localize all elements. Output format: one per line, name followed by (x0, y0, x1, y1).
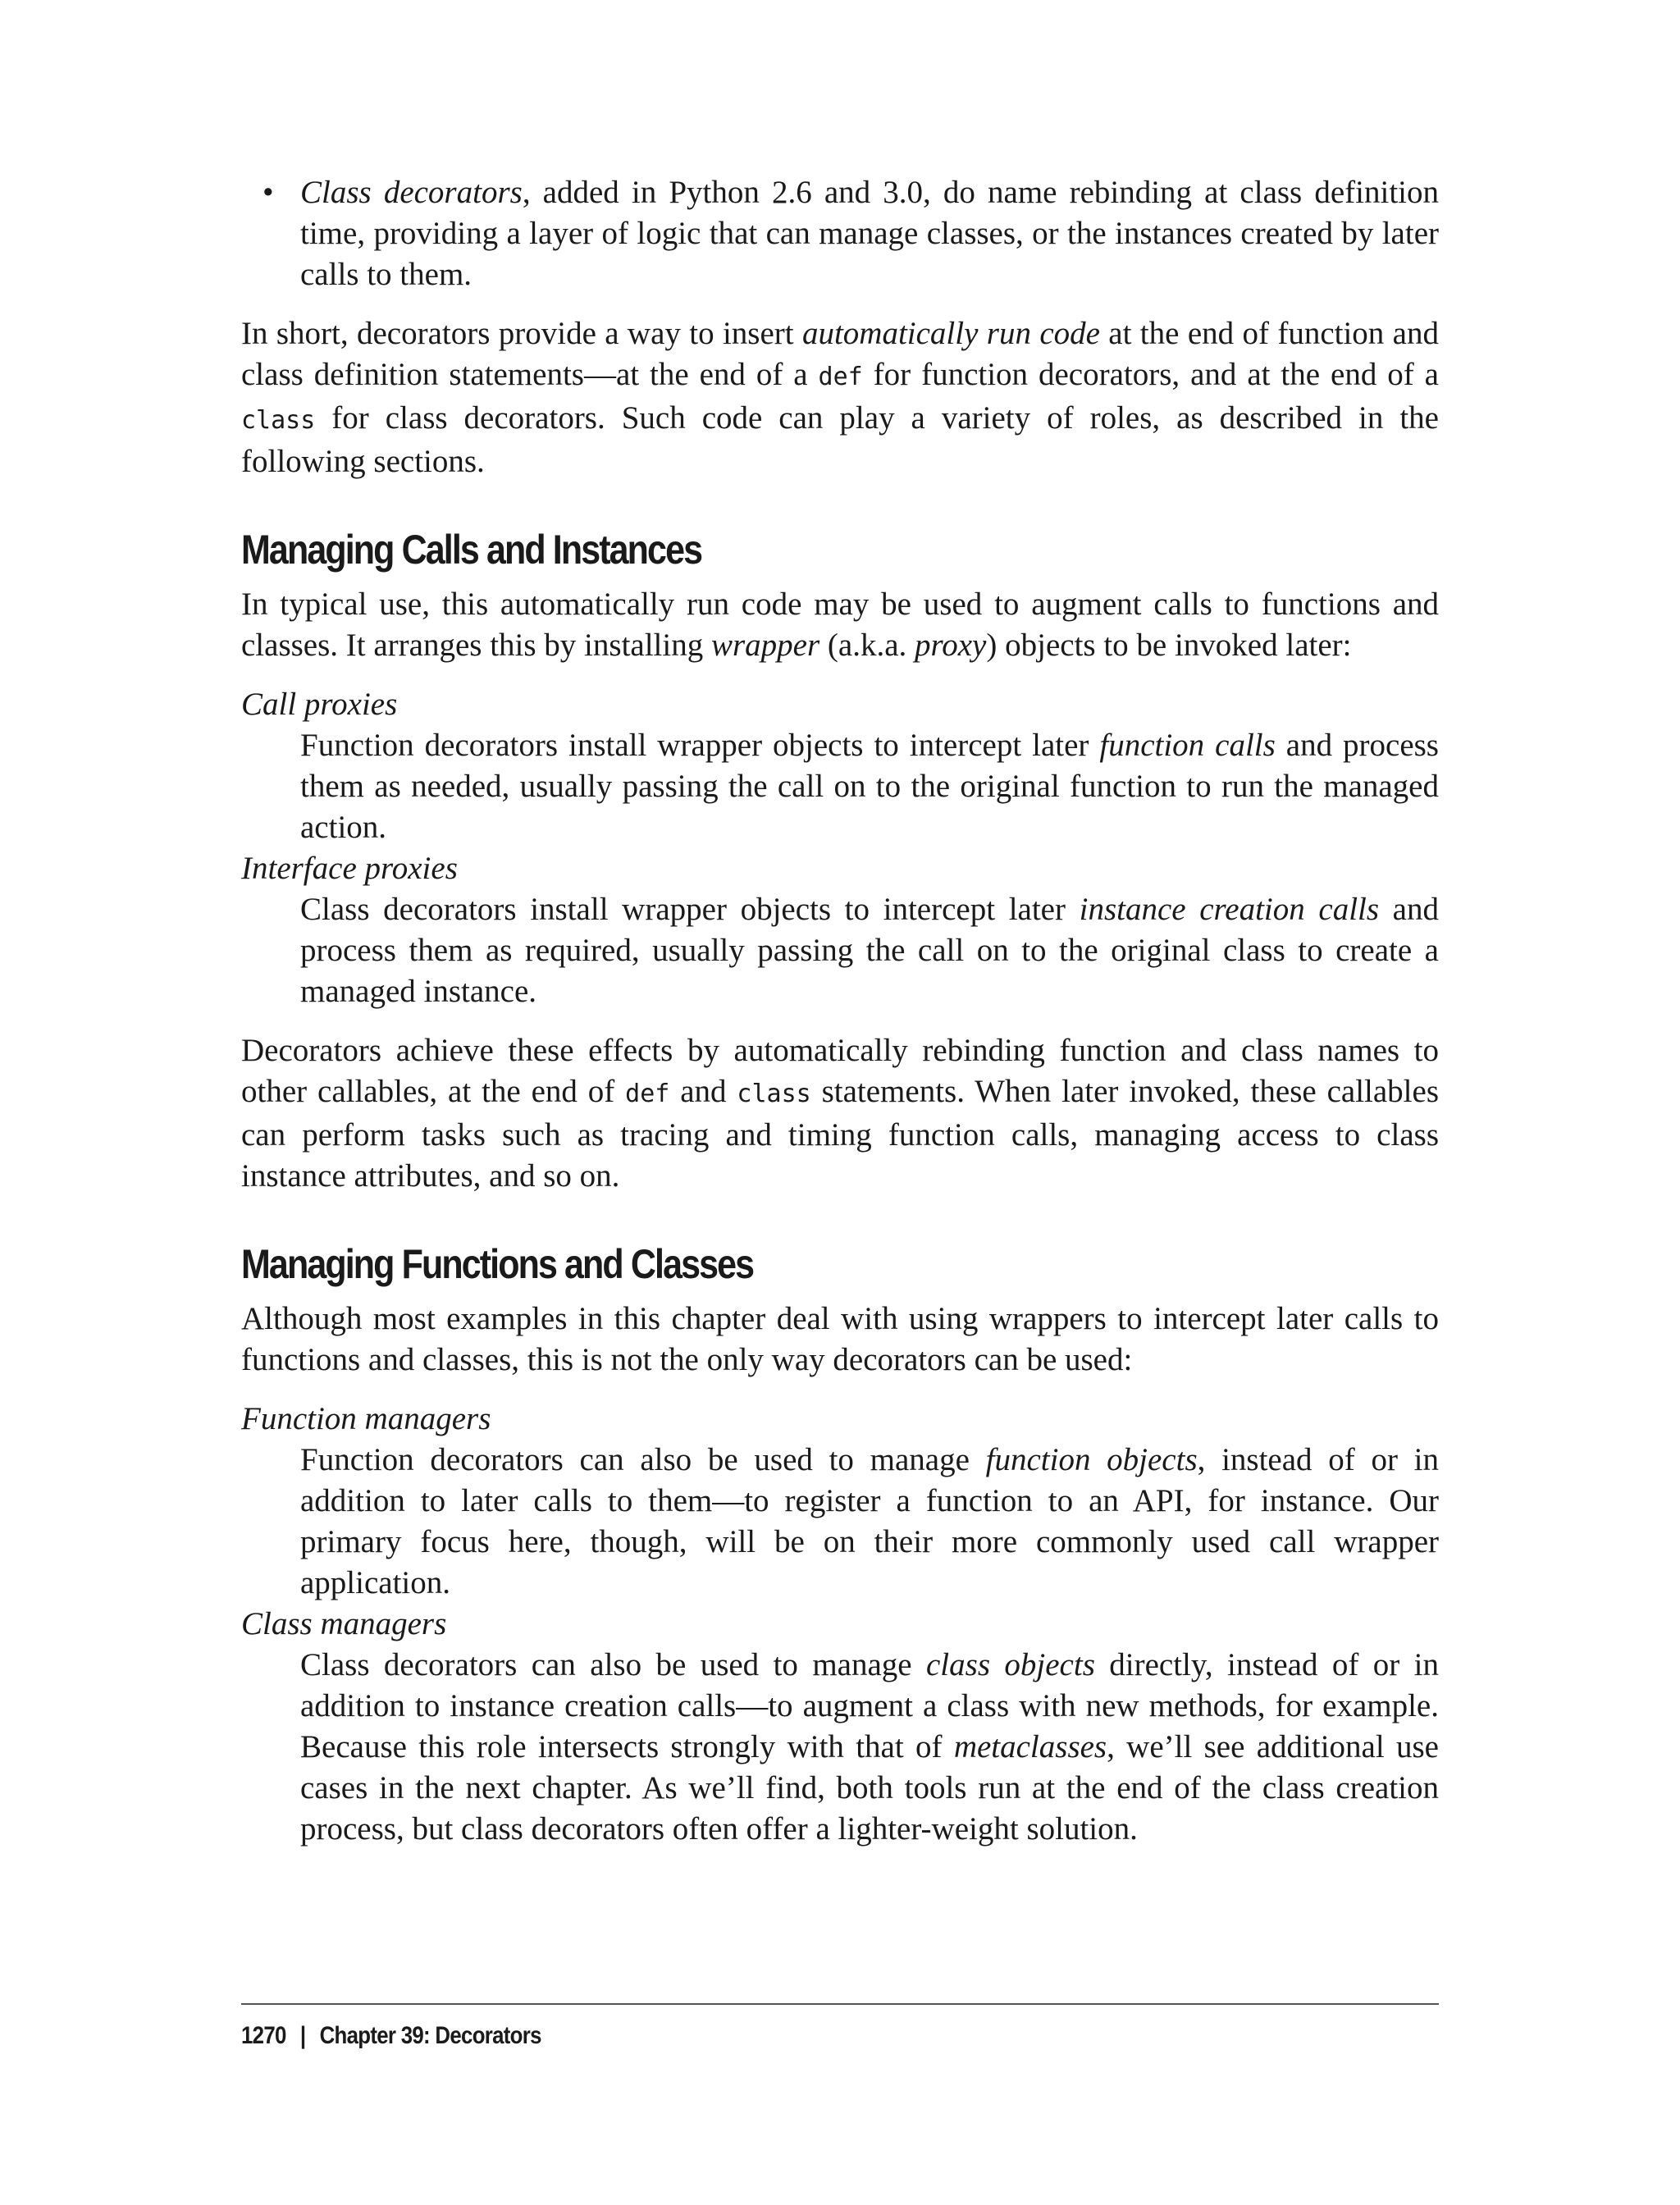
bullet-dot-icon: • (262, 175, 274, 210)
definition-list-proxies (241, 684, 1439, 1012)
def-term-function-managers: Function managers (241, 1401, 491, 1436)
footer-separator: | (299, 2022, 306, 2049)
def-body-function-managers: Function decorators can also be used to manage function objects, instead of or in addition to later calls to them—to register a function to an API, for instance. Our primary focus here, though, will be on their more commonly used call wrapper application. (300, 1442, 1439, 1600)
def-body-interface-proxies: Class decorators install wrapper objects to intercept later instance creation calls and process them as required, usually passing the call on to the original class to create a managed instance. (300, 892, 1439, 1009)
def-term-class-managers: Class managers (241, 1606, 447, 1641)
page-footer (241, 2020, 541, 2052)
def-term-interface-proxies: Interface proxies (241, 851, 458, 886)
section2-paragraph-1: Although most examples in this chapter deal with using wrappers to intercept later calls to functions and classes, this is not the only way decorators can be used: (241, 1301, 1439, 1377)
definition-list-managers (241, 1399, 1439, 1850)
page-number: 1270 (241, 2022, 286, 2049)
intro-paragraph: In short, decorators provide a way to insert automatically run code at the end of function and class definition statements—at the end of a def for function decorators, and at the end of a class for class decorators. Such code can play a variety of roles, as described in the following sections. (241, 316, 1439, 479)
chapter-title: Chapter 39: Decorators (319, 2022, 541, 2049)
def-term-call-proxies: Call proxies (241, 687, 398, 722)
section-heading-calls-instances: Managing Calls and Instances (241, 527, 702, 573)
section1-paragraph-1: In typical use, this automatically run code may be used to augment calls to functions and classes. It arranges this by installing wrapper (a.k.a. proxy) objects to be invoked later: (241, 587, 1439, 663)
section1-paragraph-2: Decorators achieve these effects by automatically rebinding function and class names to other callables, at the end of def and class statements. When later invoked, these callables can perform tasks such as tracing and timing function calls, managing access to class instance attributes, and so on. (241, 1033, 1439, 1194)
def-body-class-managers: Class decorators can also be used to manage class objects directly, instead of or in addition to instance creation calls—to augment a class with new methods, for example. Because this role intersects strongly with that of metaclasses, we’ll see additional use cases in the next chapter. As we’ll find, both tools run at the end of the class creation process, but class decorators often offer a lighter-weight solution. (300, 1647, 1439, 1847)
def-body-call-proxies: Function decorators install wrapper objects to intercept later function calls and process them as needed, usually passing the call on to the original function to run the managed action. (300, 728, 1439, 845)
page-content (241, 172, 1439, 1868)
bullet-item-class-decorators (241, 172, 1439, 295)
section-heading-functions-classes: Managing Functions and Classes (241, 1241, 754, 1287)
footer-rule (241, 2003, 1439, 2005)
bullet-text: Class decorators, added in Python 2.6 and 3.0, do name rebinding at class definition time, providing a layer of logic that can manage classes, or the instances created by later calls to them. (300, 175, 1439, 292)
